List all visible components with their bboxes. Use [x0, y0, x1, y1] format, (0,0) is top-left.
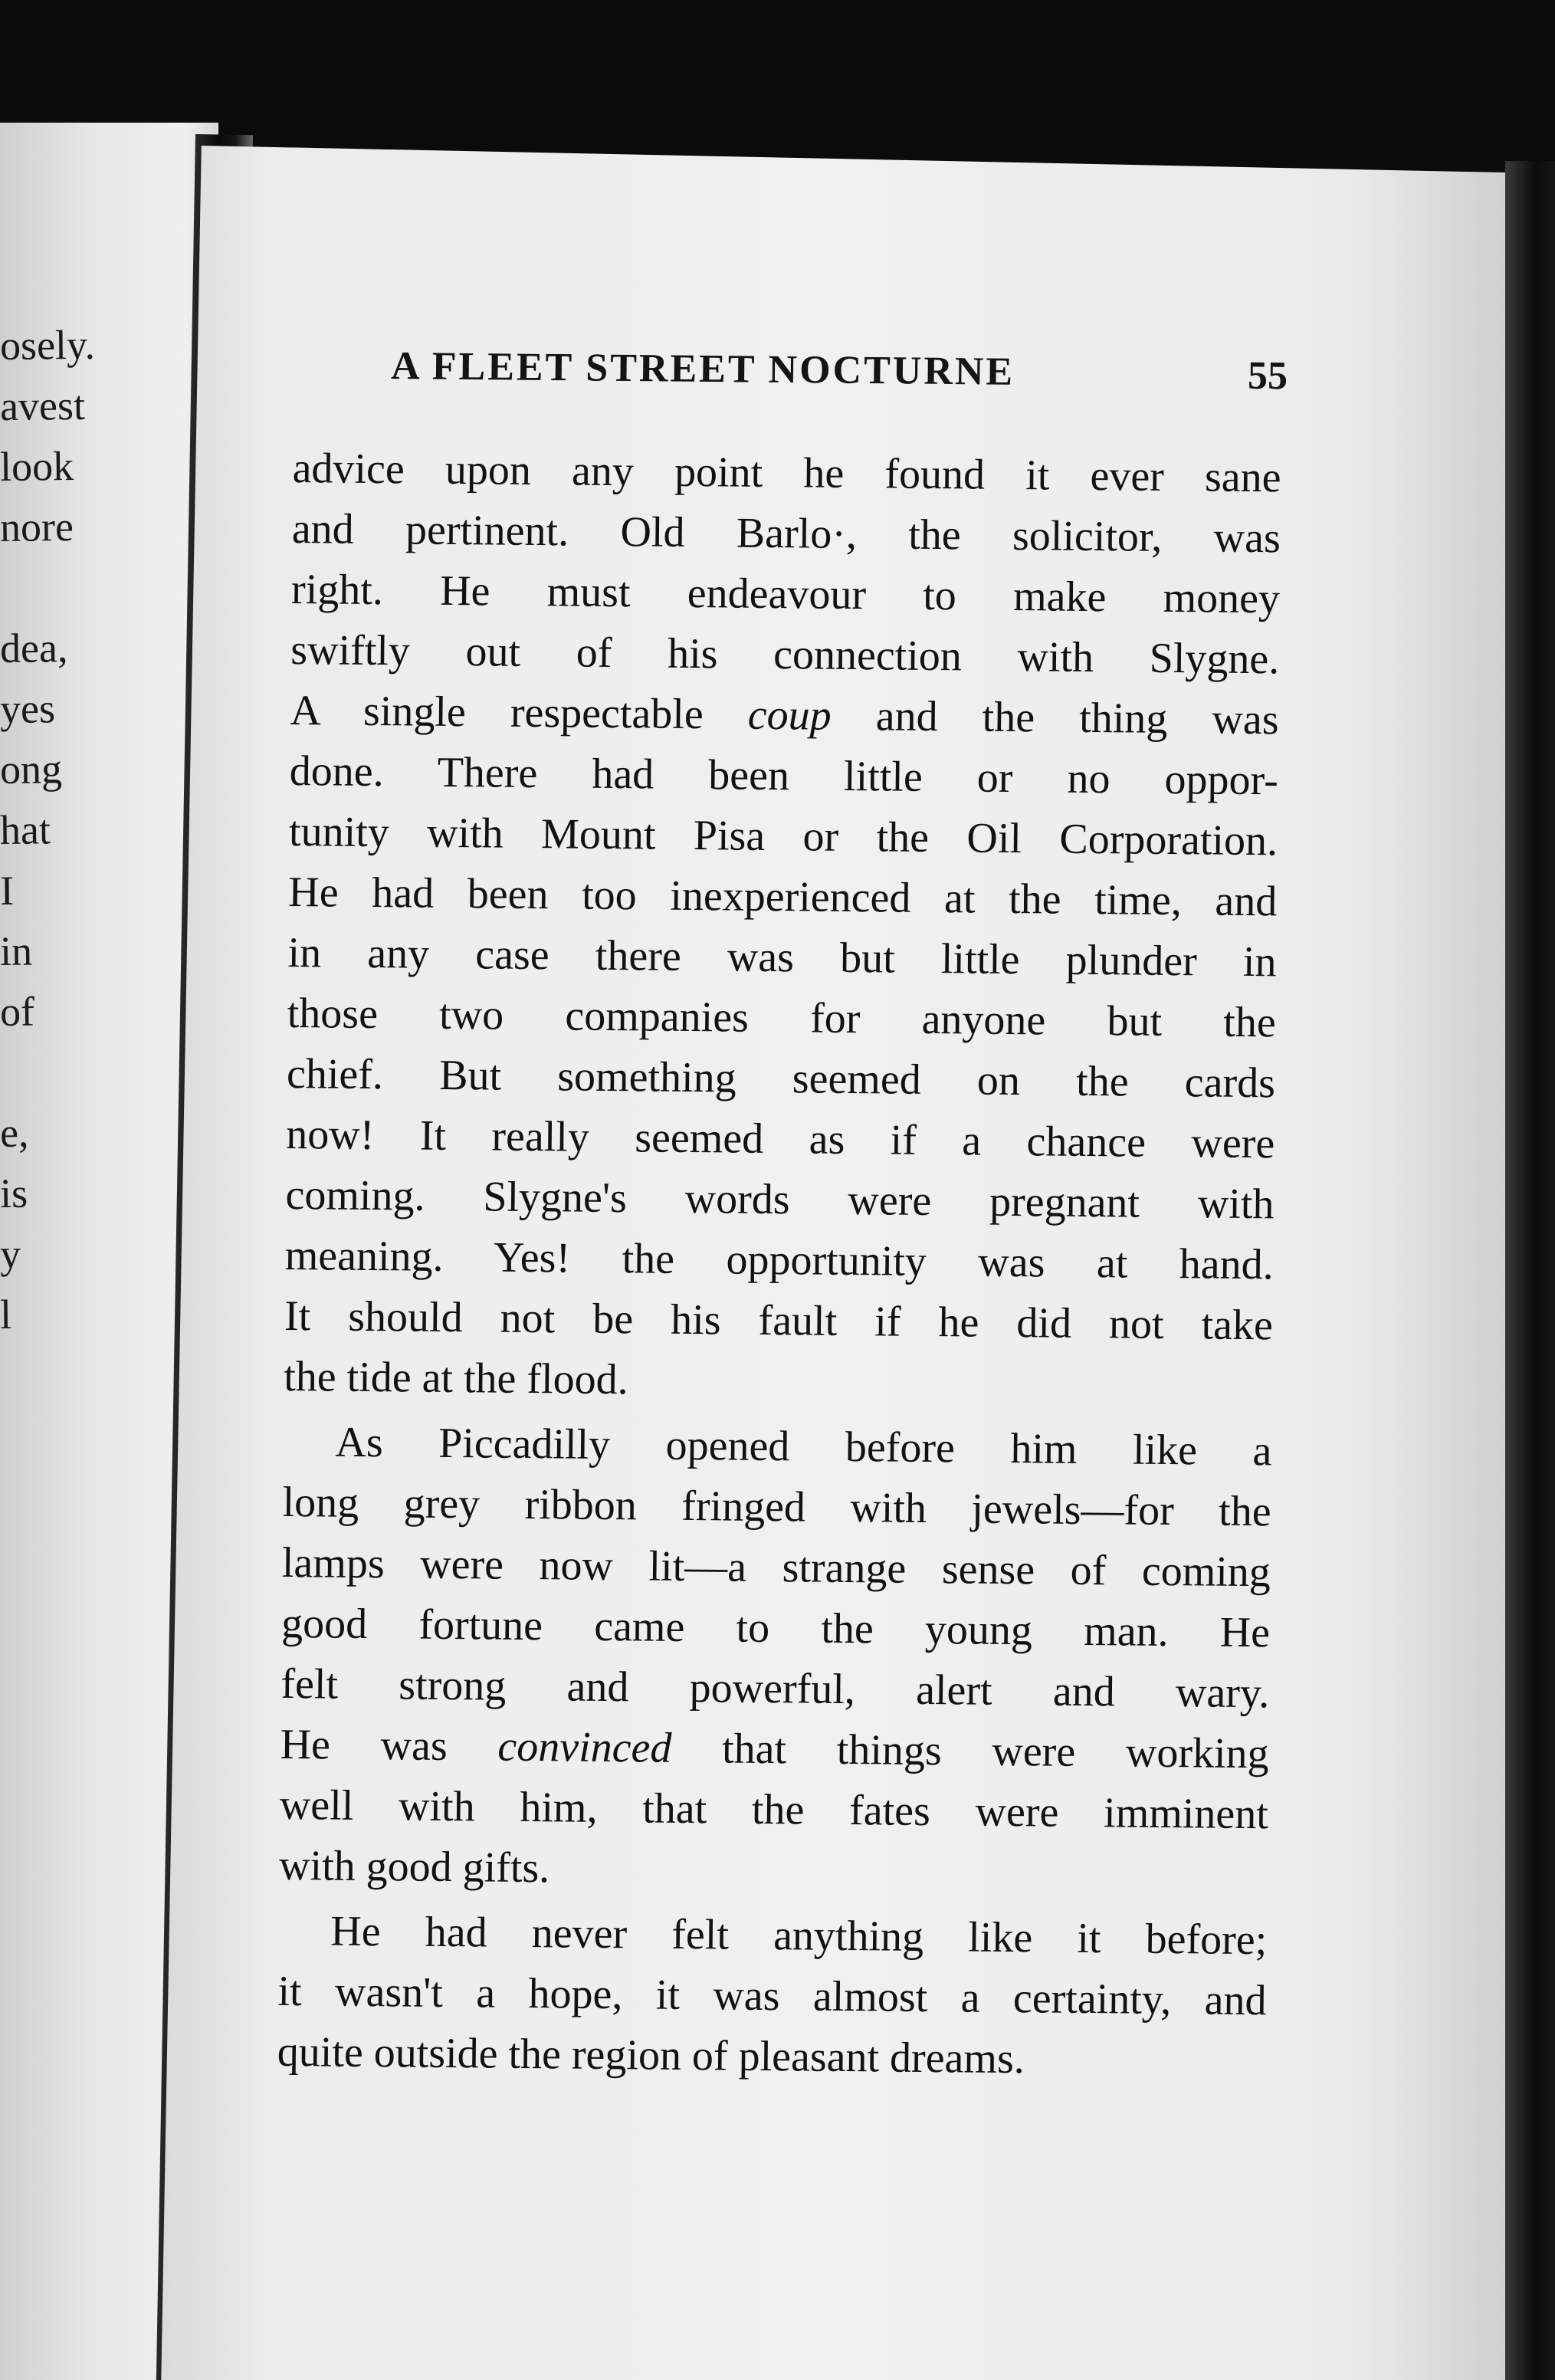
text-line: meaning. Yes! the opportunity was at hand.	[284, 1231, 1275, 1289]
text-line: and pertinent. Old Barlo·, the solicitor, was	[291, 504, 1281, 563]
text-line: well with him, that the fates were imminent	[279, 1781, 1269, 1839]
previous-page-fragment: hat	[0, 806, 51, 853]
text-line: right. He must endeavour to make money	[290, 565, 1281, 623]
text-line: felt strong and powerful, alert and wary.	[280, 1659, 1270, 1718]
paragraph	[284, 438, 1281, 1417]
text-line: It should not be his fault if he did not take	[284, 1292, 1274, 1350]
text-run: and the thing was	[831, 691, 1279, 744]
text-line: lamps were now lit—a strange sense of coming	[281, 1538, 1271, 1597]
text-line: now! It really seemed as if a chance were	[285, 1110, 1275, 1168]
text-line: quite outside the region of pleasant dreams.	[277, 2027, 1025, 2083]
previous-page-fragment: y	[0, 1230, 21, 1277]
previous-page-fragment: I	[0, 867, 15, 914]
previous-page-fragment: ong	[0, 746, 63, 793]
previous-page-fragment: is	[0, 1170, 28, 1216]
text-run: He was	[280, 1720, 498, 1771]
previous-page-fragment: dea,	[0, 625, 68, 671]
text-line: tunity with Mount Pisa or the Oil Corporation.	[288, 807, 1278, 865]
page-number: 55	[1247, 353, 1288, 399]
text-line: swiftly out of his connection with Slygne.	[290, 625, 1280, 684]
previous-page-fragment: e,	[0, 1109, 29, 1156]
previous-page-fragment: osely.	[0, 321, 96, 369]
text-line	[290, 681, 1279, 750]
previous-page-fragment: nore	[0, 503, 74, 550]
previous-page-fragment: of	[0, 988, 35, 1035]
running-title: A FLEET STREET NOCTURNE	[390, 344, 1015, 394]
text-line: He had never felt anything like it before;	[330, 1907, 1268, 1965]
italic-emphasis: convinced	[497, 1722, 672, 1772]
text-line: with good gifts.	[278, 1841, 550, 1893]
body-text	[277, 438, 1281, 2092]
right-edge-shadow	[1505, 161, 1555, 2380]
paragraph	[277, 1901, 1267, 2092]
text-run: A single respectable	[290, 686, 749, 739]
text-line: long grey ribbon fringed with jewels—for the	[282, 1478, 1271, 1536]
text-line: chief. But something seemed on the cards	[286, 1049, 1276, 1108]
italic-emphasis: coup	[747, 691, 832, 740]
previous-page-fragment: in	[0, 927, 33, 974]
previous-page-fragment: yes	[0, 685, 56, 732]
text-line: advice upon any point he found it ever sane	[292, 444, 1281, 502]
previous-page-fragment: look	[0, 442, 74, 490]
text-line	[280, 1715, 1269, 1784]
text-line: in any case there was but little plunder in	[287, 928, 1277, 986]
page-header	[391, 343, 1288, 413]
previous-page-fragment: l	[0, 1291, 12, 1338]
text-line: those two companies for anyone but the	[287, 989, 1277, 1047]
text-run: that things were working	[671, 1724, 1269, 1778]
text-line: done. There had been little or no oppor-	[289, 747, 1279, 805]
text-line: As Piccadilly opened before him like a	[335, 1418, 1272, 1476]
previous-page-fragment: avest	[0, 382, 86, 429]
text-line: coming. Slygne's words were pregnant with	[285, 1170, 1275, 1229]
text-line: it wasn't a hope, it was almost a certainty, and	[277, 1967, 1267, 2025]
text-line: good fortune came to the young man. He	[280, 1599, 1271, 1657]
paragraph	[279, 1412, 1272, 1906]
text-line: He had been too inexperienced at the time, and	[288, 868, 1278, 926]
text-line: the tide at the flood.	[283, 1352, 628, 1404]
